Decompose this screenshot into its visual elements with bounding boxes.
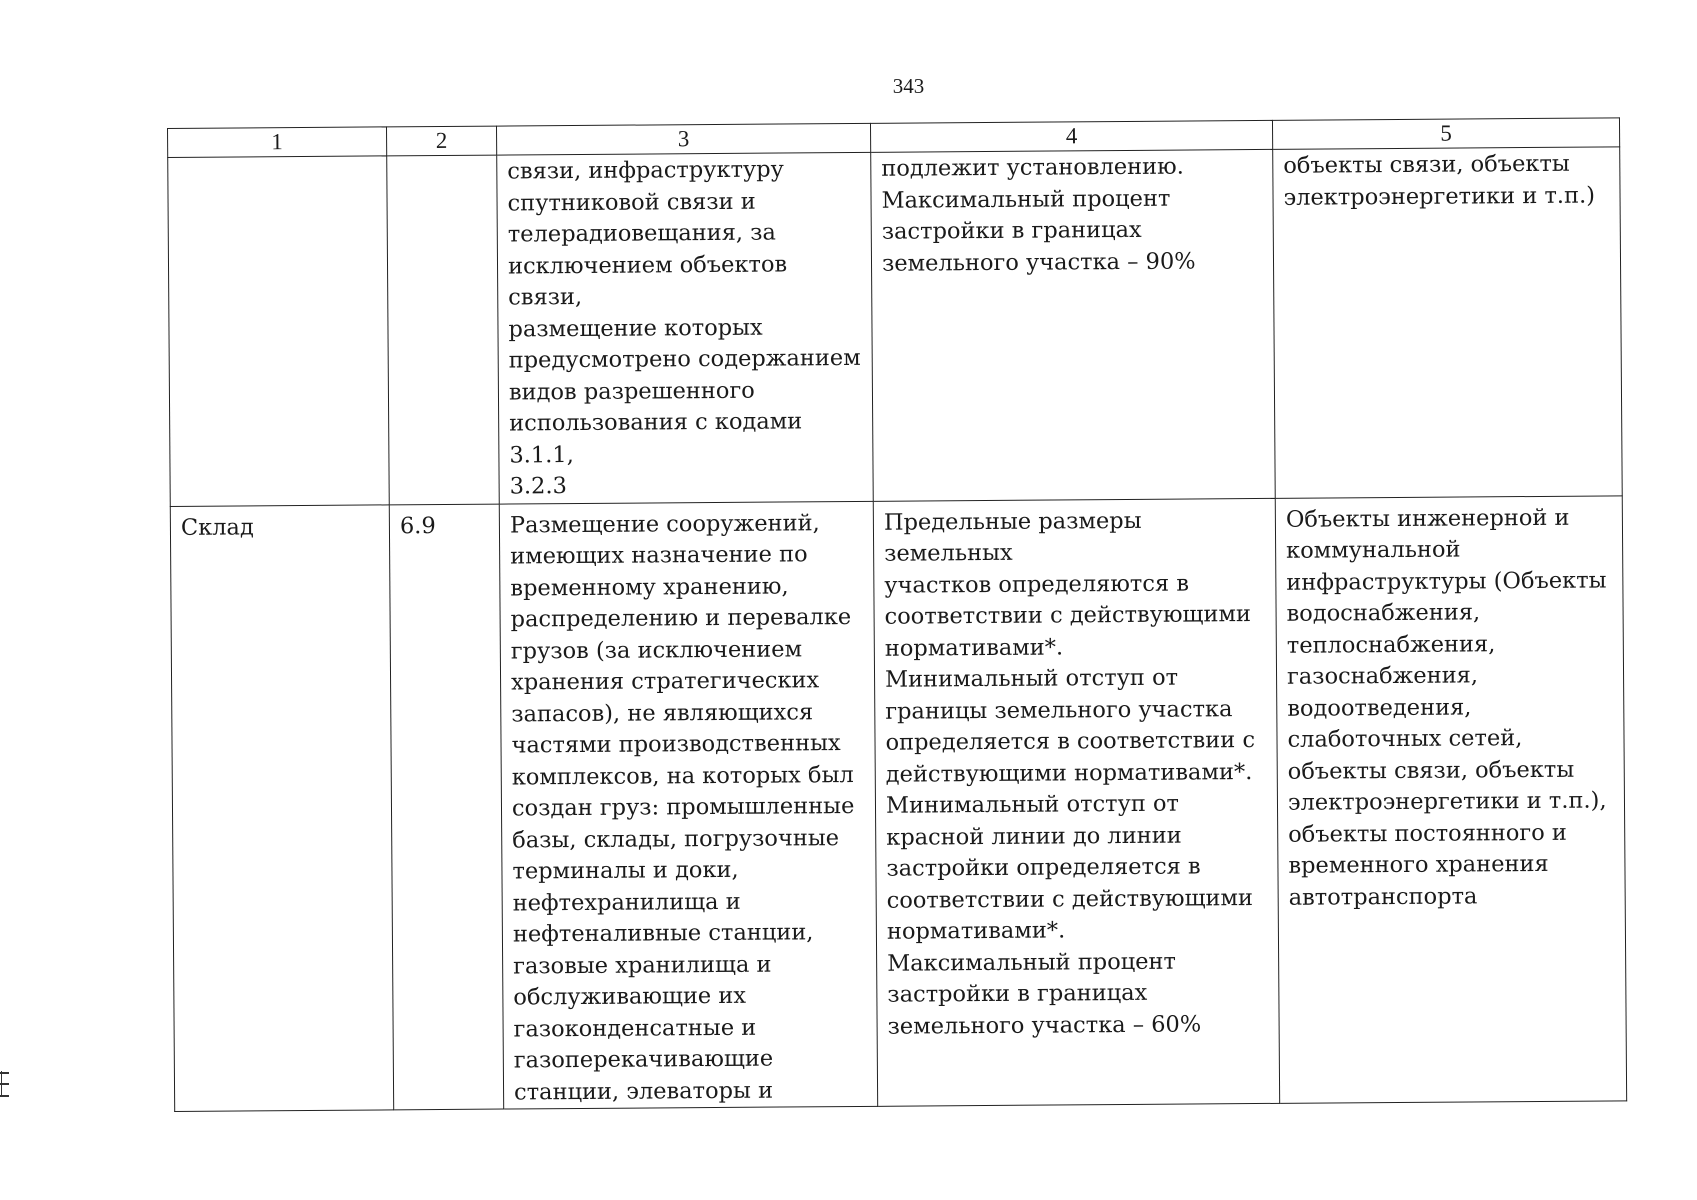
use-type-code-cell: 6.9 (389, 504, 503, 1110)
scan-edge-tick (0, 1083, 9, 1085)
scan-edge-tick (0, 1095, 9, 1097)
table-container (167, 117, 1626, 1112)
column-header-1: 1 (168, 127, 387, 158)
scan-edge-tick (0, 1072, 9, 1074)
table-row (168, 147, 1623, 506)
column-header-4: 4 (870, 120, 1272, 152)
use-description-cell: связи, инфраструктуру спутниковой связи и телерадиовещания, за исключением объектов связи, размещение которых предусмотрено содержанием видов разрешенного использования с кодами 3.1.1, 3.2.3 (497, 152, 874, 503)
page-number: 343 (892, 74, 925, 98)
parameters-cell: Предельные размеры земельных участков определяются в соответствии с действующими нормативами*. Минимальный отступ от границы земельного участка определяется в соответствии с действующими нормативами*. Минимальный отступ от красной линии до линии застройки определяется в соответствии с действующими нормативами*. Максимальный процент застройки в границах земельного участка – 60% (873, 498, 1279, 1106)
parameters-cell: подлежит установлению. Максимальный процент застройки в границах земельного участка – 90% (871, 149, 1276, 500)
use-description-cell: Размещение сооружений, имеющих назначение по временному хранению, распределению и перевалке грузов (за исключением хранения стратегических запасов), не являющихся частями производственных комплексов, на которых был создан груз: промышленные базы, склады, погрузочные терминалы и доки, нефтехранилища и нефтеналивные станции, газовые хранилища и обслуживающие их газоконденсатные и газоперекачивающие станции, элеваторы и (499, 501, 877, 1109)
use-type-name-cell (168, 156, 390, 506)
table-row (170, 495, 1626, 1111)
land-use-table (167, 117, 1627, 1112)
use-type-code-cell (387, 155, 500, 504)
use-type-name-cell: Склад (170, 504, 393, 1111)
column-header-3: 3 (496, 123, 870, 155)
ancillary-uses-cell: объекты связи, объекты электроэнергетики и т.п.) (1273, 147, 1623, 498)
column-header-5: 5 (1272, 118, 1619, 150)
column-header-2: 2 (386, 126, 496, 156)
ancillary-uses-cell: Объекты инженерной и коммунальной инфраструктуры (Объекты водоснабжения, теплоснабжения, газоснабжения, водоотведения, слаботочных сетей, объекты связи, объекты электроэнергетики и т.п.), объекты постоянного и временного хранения автотранспорта (1275, 495, 1626, 1103)
